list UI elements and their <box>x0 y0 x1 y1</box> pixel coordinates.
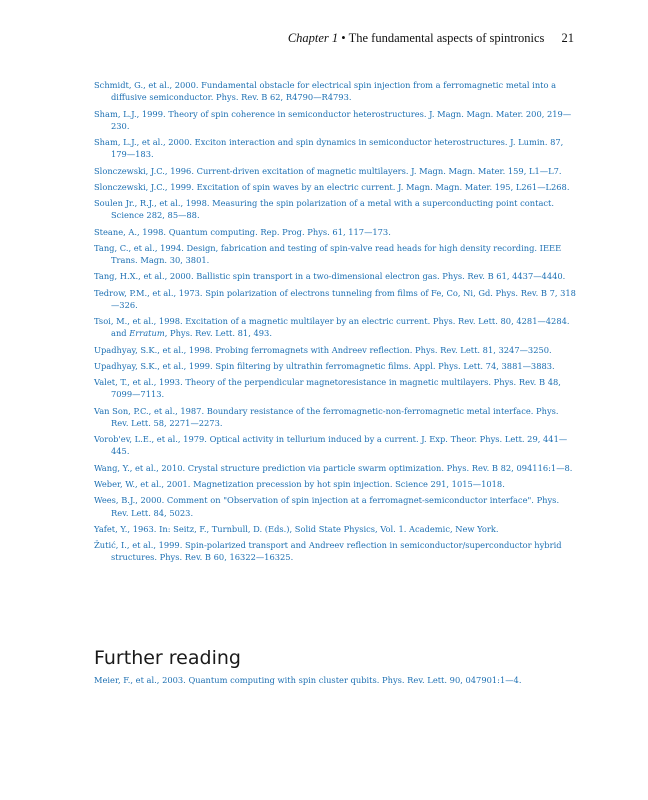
running-header <box>288 31 574 46</box>
reference-item: Tedrow, P.M., et al., 1973. Spin polarization of electrons tunneling from films of Fe, Co, Ni, Gd. Phys. Rev. B 7, 318—326. <box>94 287 576 310</box>
reference-italic-text: Erratum <box>129 328 165 339</box>
reference-item: Weber, W., et al., 2001. Magnetization precession by hot spin injection. Science 291, 1015—1018. <box>94 479 505 490</box>
reference-item: Tang, H.X., et al., 2000. Ballistic spin transport in a two-dimensional electron gas. Phys. Rev. B 61, 4437—4440. <box>94 271 566 282</box>
reference-item: Slonczewski, J.C., 1999. Excitation of spin waves by an electric current. J. Magn. Magn. Mater. 195, L261—L268. <box>94 181 570 192</box>
reference-item: Van Son, P.C., et al., 1987. Boundary resistance of the ferromagnetic-non-ferromagnetic metal interface. Phys. Rev. Lett. 58, 2271—2273. <box>94 405 559 428</box>
further-reading-list <box>94 674 578 690</box>
reference-item: Tang, C., et al., 1994. Design, fabrication and testing of spin-valve read heads for high density recording. IEEE Trans. Magn. 30, 3801. <box>94 242 562 266</box>
reference-item: Žutić, I., et al., 1999. Spin-polarized transport and Andreev reflection in semiconductor/superconductor hybrid structures. Phys. Rev. B 60, 16322—16325. <box>94 540 562 563</box>
reference-item: Yafet, Y., 1963. In: Seitz, F., Turnbull, D. (Eds.), Solid State Physics, Vol. 1. Academic, New York. <box>94 523 499 534</box>
reference-item: Schmidt, G., et al., 2000. Fundamental obstacle for electrical spin injection from a ferromagnetic metal into a diffusive semiconductor. Phys. Rev. B 62, R4790—R4793. <box>94 80 557 103</box>
reference-text: Tsoi, M., et al., 1998. Excitation of a magnetic multilayer by an electric current. Phys. Rev. Lett. 80, 4281—4284. and <box>94 316 570 339</box>
reference-item: Vorob'ev, L.E., et al., 1979. Optical activity in tellurium induced by a current. J. Exp. Theor. Phys. Lett. 29, 441—445. <box>94 434 568 457</box>
reference-item <box>94 315 578 339</box>
further-reading-heading: Further reading <box>94 647 241 669</box>
reference-item: Soulen Jr., R.J., et al., 1998. Measuring the spin polarization of a metal with a superconducting point contact. Science 282, 85—88. <box>94 198 555 221</box>
reference-item: Wang, Y., et al., 2010. Crystal structure prediction via particle swarm optimization. Phys. Rev. B 82, 094116:1—8. <box>94 462 573 473</box>
reference-item: Steane, A., 1998. Quantum computing. Rep. Prog. Phys. 61, 117—173. <box>94 226 391 237</box>
page-number: 21 <box>561 31 574 45</box>
reference-item: Sham, L.J., et al., 2000. Exciton interaction and spin dynamics in semiconductor heterostructures. J. Lumin. 87, 179—183. <box>94 137 564 160</box>
header-bullet: • <box>341 31 346 45</box>
reference-item: Upadhyay, S.K., et al., 1999. Spin filtering by ultrathin ferromagnetic films. Appl. Phys. Lett. 74, 3881—3883. <box>94 360 555 371</box>
reference-list <box>94 79 578 568</box>
reference-item: Wees, B.J., 2000. Comment on "Observation of spin injection at a ferromagnet-semiconductor interface". Phys. Rev. Lett. 84, 5023. <box>94 495 560 518</box>
reference-text: , Phys. Rev. Lett. 81, 493. <box>164 328 272 339</box>
chapter-label: Chapter 1 <box>287 31 339 45</box>
reference-item: Upadhyay, S.K., et al., 1998. Probing ferromagnets with Andreev reflection. Phys. Rev. Lett. 81, 3247—3250. <box>94 344 552 355</box>
further-reading-item: Meier, F., et al., 2003. Quantum computing with spin cluster qubits. Phys. Rev. Lett. 90, 047901:1—4. <box>94 675 522 685</box>
reference-item: Slonczewski, J.C., 1996. Current-driven excitation of magnetic multilayers. J. Magn. Magn. Mater. 159, L1—L7. <box>94 165 562 176</box>
reference-item: Sham, L.J., 1999. Theory of spin coherence in semiconductor heterostructures. J. Magn. Magn. Mater. 200, 219—230. <box>94 108 572 131</box>
reference-item: Valet, T., et al., 1993. Theory of the perpendicular magnetoresistance in magnetic multilayers. Phys. Rev. B 48, 7099—7113. <box>94 377 561 400</box>
chapter-title: The fundamental aspects of spintronics <box>348 31 545 45</box>
